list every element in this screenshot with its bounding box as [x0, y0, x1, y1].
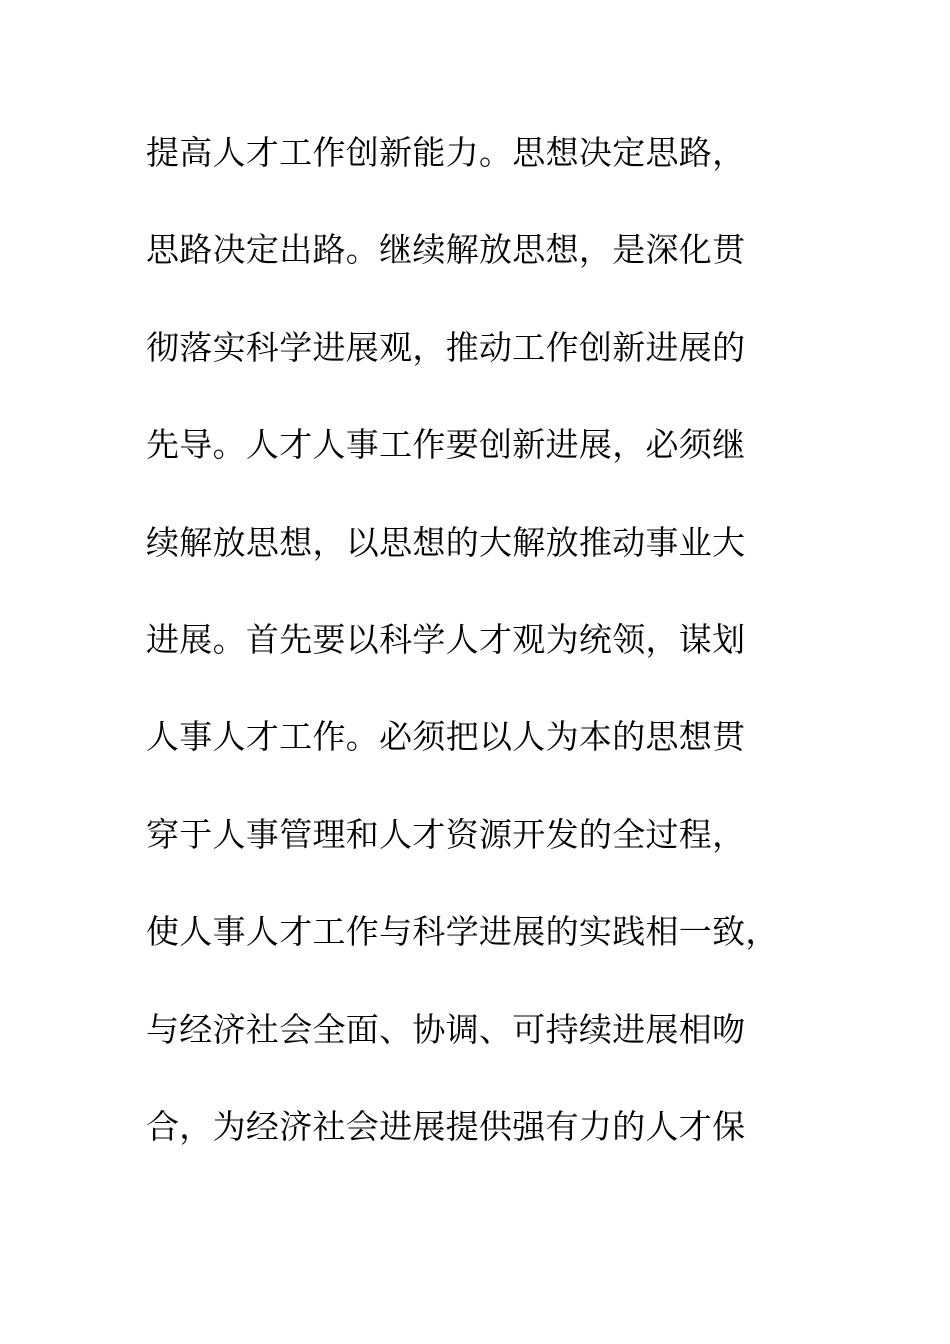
text-line: 使人事人才工作与科学进展的实践相一致， — [146, 912, 779, 952]
text-line: 思路决定出路。继续解放思想，是深化贯 — [146, 230, 746, 270]
text-line: 彻落实科学进展观，推动工作创新进展的 — [146, 327, 746, 367]
text-line: 穿于人事管理和人才资源开发的全过程， — [146, 814, 746, 854]
text-line: 进展。首先要以科学人才观为统领，谋划 — [146, 619, 746, 659]
text-line: 续解放思想，以思想的大解放推动事业大 — [146, 522, 746, 562]
body-paragraph — [146, 127, 826, 1198]
text-line: 与经济社会全面、协调、可持续进展相吻 — [146, 1009, 746, 1049]
text-line: 人事人才工作。必须把以人为本的思想贯 — [146, 717, 746, 757]
text-line: 提高人才工作创新能力。思想决定思路， — [146, 133, 746, 172]
text-line: 合，为经济社会进展提供强有力的人才保 — [146, 1106, 746, 1146]
text-line: 先导。人才人事工作要创新进展，必须继 — [146, 425, 746, 465]
